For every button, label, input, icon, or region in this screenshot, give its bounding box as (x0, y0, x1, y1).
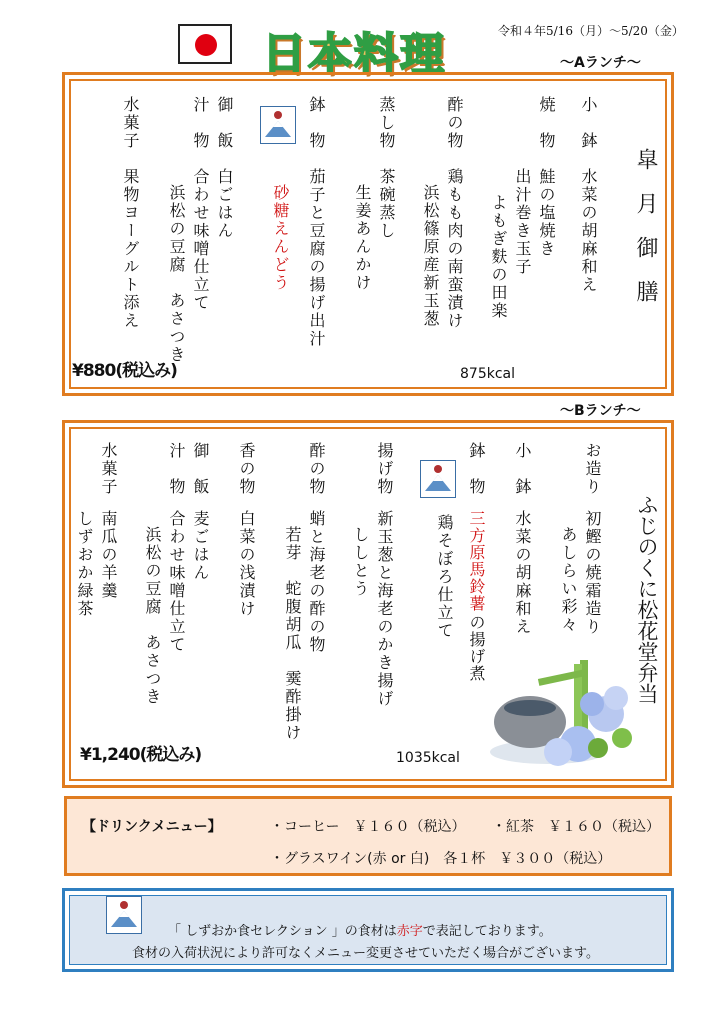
a-course-line: 浜松篠原産新玉葱 (421, 184, 440, 328)
b-course-name-6: 香の物 (237, 442, 256, 496)
a-course-name-4: 蒸し物 (377, 96, 396, 150)
a-course-name-6: 御 飯 (215, 96, 234, 150)
b-course-line: 鶏そぼろ仕立て (435, 514, 454, 640)
b-course-name-7: 御 飯 (191, 442, 210, 496)
drink-wine: ・グラスワイン(赤 or 白) 各１杯 ￥３００（税込） (270, 851, 612, 867)
a-course-line: 合わせ味噌仕立て (191, 168, 210, 312)
b-course-line: の揚げ煮 (467, 614, 486, 682)
notice-line-2: 食材の入荷状況により許可なくメニュー変更させていただく場合がございます。 (132, 946, 599, 961)
lunch-a-label: ～Aランチ～ (560, 55, 641, 71)
a-course-line: 生姜あんかけ (353, 184, 372, 292)
b-course-name-3: 鉢 物 (467, 442, 486, 496)
b-course-name-9: 水菓子 (99, 442, 118, 496)
badge-mark-icon (421, 461, 455, 497)
hydrangea-basin-illustration (488, 652, 638, 772)
a-course-name-7: 汁 物 (191, 96, 210, 150)
b-course-line: 白菜の浅漬け (237, 510, 256, 618)
b-course-name-8: 汁 物 (167, 442, 186, 496)
b-course-line: 水菜の胡麻和え (513, 510, 532, 636)
a-course-name-1: 小 鉢 (579, 96, 598, 150)
b-course-line: 麦ごはん (191, 510, 210, 582)
notice-line-1-post: で表記しております。 (422, 924, 552, 939)
a-course-name-3: 酢の物 (445, 96, 464, 150)
b-course-line: 蛸と海老の酢の物 (307, 510, 326, 654)
lunch-a-price: ¥880(税込み) (72, 361, 177, 381)
flag-sun (195, 34, 217, 56)
b-course-line: 新玉葱と海老のかき揚げ (375, 510, 394, 708)
b-course-line-red: 三方原馬鈴薯 (467, 510, 486, 612)
b-course-name-2: 小 鉢 (513, 442, 532, 496)
a-course-line: よもぎ麩の田楽 (489, 194, 508, 320)
a-course-line-red: 砂糖えんどう (271, 184, 290, 292)
drink-coffee: ・コーヒー ￥１６０（税込） (270, 819, 466, 835)
a-course-line: 出汁巻き玉子 (513, 168, 532, 276)
a-course-line: 白ごはん (215, 168, 234, 240)
a-course-line: 果物ヨーグルト添え (121, 168, 140, 330)
drink-tea: ・紅茶 ￥１６０（税込） (492, 819, 660, 835)
b-course-line: あしらい彩々 (559, 526, 578, 634)
b-course-line: 浜松の豆腐 あさつき (143, 526, 162, 706)
b-course-line: ししとう (351, 526, 370, 598)
shizuoka-selection-badge-icon (106, 896, 142, 934)
notice-line-1-red: 赤字 (396, 924, 423, 939)
a-course-line: 浜松の豆腐 あさつき (167, 184, 186, 364)
b-course-name-5: 酢の物 (307, 442, 326, 496)
a-course-line: 茶碗蒸し (377, 168, 396, 240)
b-course-line: 若芽 蛇腹胡瓜 霙酢掛け (283, 526, 302, 742)
b-course-line: 初鰹の焼霜造り (583, 510, 602, 636)
a-course-name-8: 水菓子 (121, 96, 140, 150)
shizuoka-selection-badge-icon (420, 460, 456, 498)
lunch-b-menu-title: ふじのくに松花堂弁当 (635, 494, 659, 704)
lunch-a-kcal: 875kcal (460, 366, 515, 382)
b-course-line: 南瓜の羊羹 (99, 510, 118, 600)
a-course-line: 鶏もも肉の南蛮漬け (445, 168, 464, 330)
a-course-name-5: 鉢 物 (307, 96, 326, 150)
lunch-b-label: ～Bランチ～ (560, 403, 641, 419)
drink-menu-heading: 【ドリンクメニュー】 (82, 819, 222, 835)
b-course-name-1: お造り (583, 442, 602, 496)
lunch-b-price: ¥1,240(税込み) (80, 745, 202, 765)
b-course-line: 合わせ味噌仕立て (167, 510, 186, 654)
japan-flag-icon (178, 24, 232, 64)
lunch-b-kcal: 1035kcal (396, 750, 460, 766)
notice-line-1 (168, 920, 552, 939)
a-course-line: 鮭の塩焼き (537, 168, 556, 258)
page-title: 日本料理 (262, 29, 446, 80)
lunch-a-menu-title: 皐 月 御 膳 (633, 148, 658, 302)
shizuoka-selection-badge-icon (260, 106, 296, 144)
badge-mark-icon (107, 897, 141, 933)
a-course-name-2: 焼 物 (537, 96, 556, 150)
b-course-line: しずおか緑茶 (75, 510, 94, 618)
a-course-line: 茄子と豆腐の揚げ出汁 (307, 168, 326, 348)
badge-mark-icon (261, 107, 295, 143)
notice-line-1-pre: 「 しずおか食セレクション 」の食材は (168, 924, 397, 939)
date-range: 令和４年5/16（月）～5/20（金） (498, 24, 684, 38)
a-course-line: 水菜の胡麻和え (579, 168, 598, 294)
b-course-name-4: 揚げ物 (375, 442, 394, 496)
